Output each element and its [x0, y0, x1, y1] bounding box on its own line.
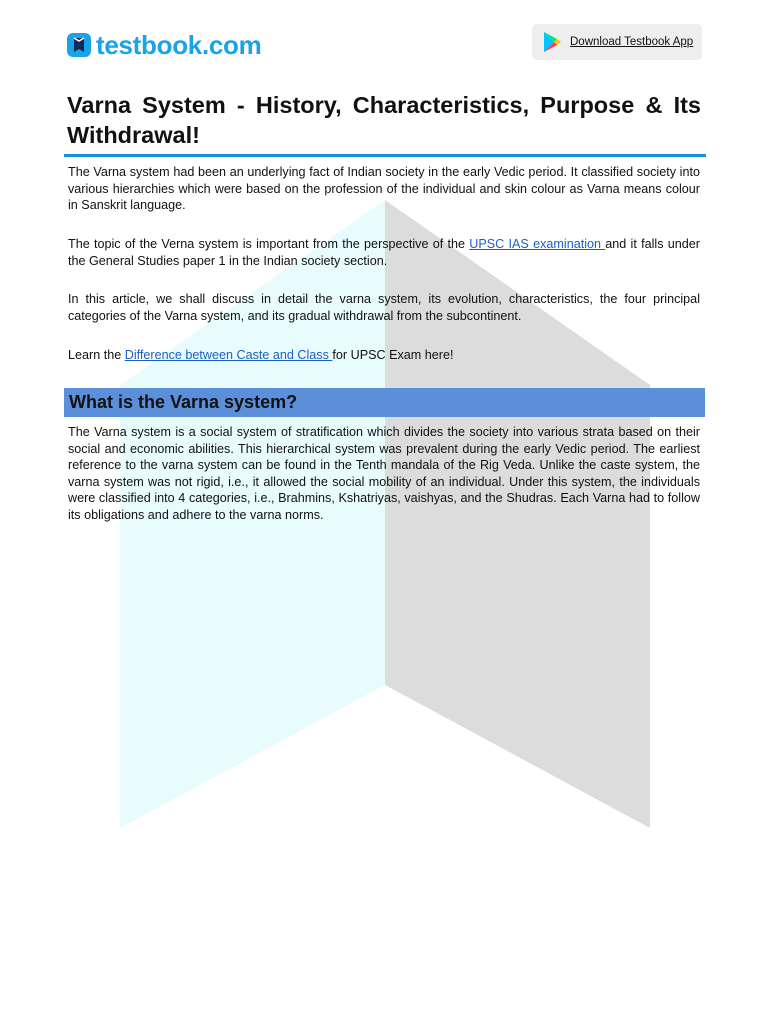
section-body-paragraph: The Varna system is a social system of stratification which divides the society into various strata based on their social and economic abilities. This hierarchical system was prevalent during the early Vedic period. The earliest reference to the varna system can be found in the Tenth mandala of the Rig Veda. Unlike the caste system, the varna system was not rigid, i.e., it allowed the social mobility of an individual. Under this system, the individuals were classified into 4 categories, i.e., Brahmins, Kshatriyas, vaishyas, and the Shudras. Each Varna had to follow its obligations and adhere to the varna norms. — [68, 425, 700, 522]
google-play-icon — [542, 31, 562, 53]
upsc-ias-link[interactable]: UPSC IAS examination — [469, 237, 606, 251]
learn-paragraph: Learn the Difference between Caste and Class for UPSC Exam here! — [68, 348, 454, 362]
page-title: Varna System - History, Characteristics, Purpose & Its Withdrawal! — [67, 92, 701, 148]
book-logo-icon — [66, 30, 92, 60]
download-app-button[interactable] — [532, 24, 702, 60]
download-app-label: Download Testbook App — [570, 36, 694, 48]
logo-text: testbook.com — [96, 29, 262, 60]
page-header — [66, 24, 702, 66]
intro-paragraph: The Varna system had been an underlying fact of Indian society in the early Vedic period. It classified society into various hierarchies which were based on the profession of the individual and skin colour as Varna means colour in Sanskrit language. — [68, 165, 700, 212]
title-underline — [64, 154, 706, 157]
testbook-logo[interactable] — [66, 28, 261, 62]
caste-class-link[interactable]: Difference between Caste and Class — [124, 348, 333, 362]
section-heading-bar — [64, 388, 705, 417]
discussion-paragraph: In this article, we shall discuss in detail the varna system, its evolution, characteristics, the four principal categories of the Varna system, and its gradual withdrawal from the subcontinent. — [68, 292, 700, 323]
section-heading: What is the Varna system? — [69, 392, 298, 412]
topic-paragraph: The topic of the Verna system is important from the perspective of the UPSC IAS examination and it falls under the General Studies paper 1 in the Indian society section. — [68, 237, 700, 268]
